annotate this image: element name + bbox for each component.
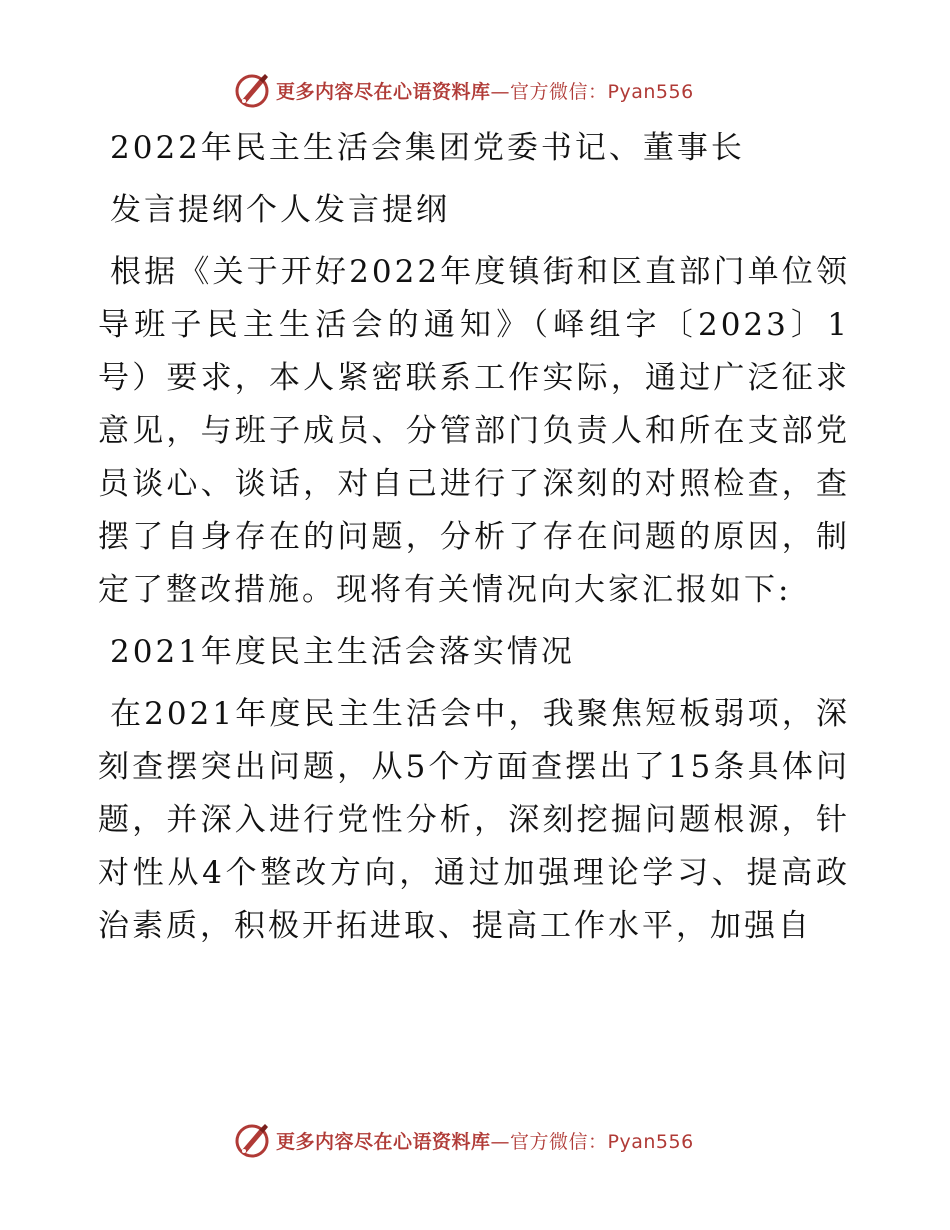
document-title-line1: 2022年民主生活会集团党委书记、董事长 <box>110 130 745 166</box>
document-body <box>98 122 850 962</box>
header-watermark <box>232 68 694 112</box>
document-title-line2: 发言提纲个人发言提纲 <box>110 192 450 228</box>
watermark-text <box>276 1127 694 1154</box>
section-heading: 2021年度民主生活会落实情况 <box>110 634 575 670</box>
intro-paragraph: 根据《关于开好2022年度镇街和区直部门单位领导班子民主生活会的通知》（峄组字〔2023〕1号）要求，本人紧密联系工作实际，通过广泛征求意见，与班子成员、分管部门负责人和所在支部党员谈心、谈话，对自己进行了深刻的对照检查，查摆了自身存在的问题，分析了存在问题的原因，制定了整改措施。现将有关情况向大家汇报如下: <box>98 254 850 608</box>
watermark-brand: 更多内容尽在心语资料库 <box>276 1130 491 1153</box>
watermark-text <box>276 77 694 104</box>
watermark-contact: —官方微信：Pyan556 <box>490 1130 694 1153</box>
section-paragraph: 在2021年度民主生活会中，我聚焦短板弱项，深刻查摆突出问题，从5个方面查摆出了15条具体问题，并深入进行党性分析，深刻挖掘问题根源，针对性从4个整改方向，通过加强理论学习、提高政治素质，积极开拓进取、提高工作水平，加强自 <box>98 696 850 944</box>
footer-watermark <box>232 1118 694 1162</box>
pen-logo-icon <box>232 1120 272 1160</box>
watermark-brand: 更多内容尽在心语资料库 <box>276 80 491 103</box>
watermark-contact: —官方微信：Pyan556 <box>490 80 694 103</box>
pen-logo-icon <box>232 70 272 110</box>
